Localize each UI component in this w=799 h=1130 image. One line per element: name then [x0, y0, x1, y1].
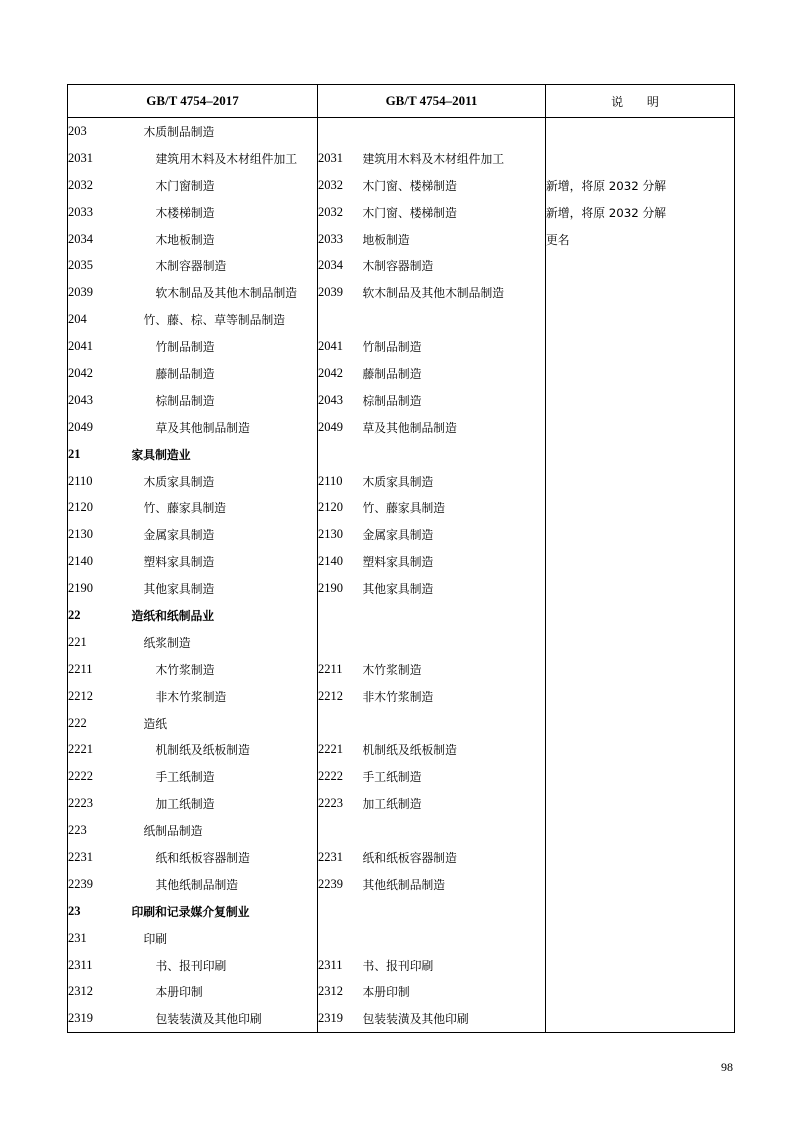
note [546, 979, 735, 1006]
table-row [68, 333, 735, 360]
code-2017: 2110 [68, 468, 125, 495]
name-2011: 建筑用木料及木材组件加工 [363, 145, 546, 172]
code-2017: 203 [68, 118, 125, 145]
name-2017: 棕制品制造 [125, 387, 318, 414]
code-2011: 2043 [318, 392, 343, 407]
name-2011: 本册印制 [363, 979, 546, 1006]
name-2011: 塑料家具制造 [363, 548, 546, 575]
code-2017: 2231 [68, 844, 125, 871]
name-2011: 地板制造 [363, 226, 546, 253]
code-2017: 22 [68, 602, 125, 629]
code-2011 [318, 710, 363, 737]
table-row [68, 548, 735, 575]
name-2017: 塑料家具制造 [125, 548, 318, 575]
name-2011 [363, 306, 546, 333]
name-2011: 加工纸制造 [363, 790, 546, 817]
table-row [68, 468, 735, 495]
code-2017: 2043 [68, 387, 125, 414]
code-2011 [318, 118, 363, 145]
name-2011 [363, 898, 546, 925]
note [546, 763, 735, 790]
name-2011: 草及其他制品制造 [363, 414, 546, 441]
name-2017: 纸制品制造 [125, 817, 318, 844]
note [546, 898, 735, 925]
note [546, 441, 735, 468]
table-row [68, 252, 735, 279]
table-row [68, 306, 735, 333]
name-2017: 造纸和纸制品业 [125, 602, 318, 629]
code-2017: 231 [68, 925, 125, 952]
code-2011 [318, 306, 363, 333]
name-2011 [363, 118, 546, 145]
name-2011 [363, 629, 546, 656]
name-2017: 加工纸制造 [125, 790, 318, 817]
name-2011 [363, 602, 546, 629]
note [546, 710, 735, 737]
header-gbt-2011: GB/T 4754–2011 [318, 85, 546, 118]
table-row [68, 226, 735, 253]
table-row [68, 145, 735, 172]
name-2011: 木门窗、楼梯制造 [363, 199, 546, 226]
code-2011 [318, 925, 363, 952]
code-2011: 2140 [318, 554, 343, 569]
code-2017: 2212 [68, 683, 125, 710]
name-2017: 其他纸制品制造 [125, 871, 318, 898]
name-2011: 非木竹浆制造 [363, 683, 546, 710]
code-2017: 204 [68, 306, 125, 333]
name-2017: 木质制品制造 [125, 118, 318, 145]
code-2011: 2212 [318, 688, 343, 703]
code-2011 [318, 898, 363, 925]
note: 更名 [546, 226, 735, 253]
table-row [68, 199, 735, 226]
note [546, 952, 735, 979]
code-2017: 2049 [68, 414, 125, 441]
code-2011: 2311 [318, 957, 343, 972]
table-row [68, 763, 735, 790]
name-2011: 手工纸制造 [363, 763, 546, 790]
code-2011: 2211 [318, 661, 343, 676]
name-2017: 木质家具制造 [125, 468, 318, 495]
code-2011: 2041 [318, 339, 343, 354]
note [546, 333, 735, 360]
name-2017: 其他家具制造 [125, 575, 318, 602]
code-2017: 221 [68, 629, 125, 656]
code-2017: 2120 [68, 494, 125, 521]
name-2017: 造纸 [125, 710, 318, 737]
table-row [68, 172, 735, 199]
name-2011 [363, 710, 546, 737]
note [546, 871, 735, 898]
note [546, 656, 735, 683]
name-2011: 藤制品制造 [363, 360, 546, 387]
note [546, 360, 735, 387]
code-2017: 2039 [68, 279, 125, 306]
note [546, 1005, 735, 1032]
name-2011: 书、报刊印刷 [363, 952, 546, 979]
table-row [68, 736, 735, 763]
table-row [68, 629, 735, 656]
name-2017: 包装装潢及其他印刷 [125, 1005, 318, 1032]
code-2017: 2190 [68, 575, 125, 602]
table-row [68, 979, 735, 1006]
page-number: 98 [721, 1060, 733, 1074]
code-2011: 2312 [318, 984, 343, 999]
name-2017: 软木制品及其他木制品制造 [125, 279, 318, 306]
name-2011: 软木制品及其他木制品制造 [363, 279, 546, 306]
name-2011: 纸和纸板容器制造 [363, 844, 546, 871]
name-2017: 木门窗制造 [125, 172, 318, 199]
table-row [68, 521, 735, 548]
note [546, 521, 735, 548]
table-row [68, 844, 735, 871]
header-note: 说 明 [546, 85, 735, 118]
table-row [68, 494, 735, 521]
name-2017: 印刷和记录媒介复制业 [125, 898, 318, 925]
table-row [68, 118, 735, 145]
table-row [68, 817, 735, 844]
table-row [68, 898, 735, 925]
code-2011: 2222 [318, 769, 343, 784]
code-2017: 21 [68, 441, 125, 468]
code-2017: 2130 [68, 521, 125, 548]
name-2011: 其他家具制造 [363, 575, 546, 602]
name-2011: 竹、藤家具制造 [363, 494, 546, 521]
code-2017: 2221 [68, 736, 125, 763]
note [546, 844, 735, 871]
note [546, 817, 735, 844]
table-row [68, 575, 735, 602]
code-2011: 2039 [318, 285, 343, 300]
code-2011: 2110 [318, 473, 343, 488]
name-2011: 机制纸及纸板制造 [363, 736, 546, 763]
code-2011: 2221 [318, 742, 343, 757]
name-2017: 建筑用木料及木材组件加工 [125, 145, 318, 172]
code-2011: 2034 [318, 258, 343, 273]
name-2017: 书、报刊印刷 [125, 952, 318, 979]
name-2017: 竹制品制造 [125, 333, 318, 360]
code-2011: 2223 [318, 796, 343, 811]
code-2017: 2319 [68, 1005, 125, 1032]
code-2017: 2312 [68, 979, 125, 1006]
code-2017: 2034 [68, 226, 125, 253]
note [546, 736, 735, 763]
name-2017: 金属家具制造 [125, 521, 318, 548]
table-row [68, 279, 735, 306]
code-2011 [318, 629, 363, 656]
code-2017: 2223 [68, 790, 125, 817]
code-2011: 2231 [318, 849, 343, 864]
code-2017: 2032 [68, 172, 125, 199]
code-2017: 2042 [68, 360, 125, 387]
code-2017: 2033 [68, 199, 125, 226]
note [546, 494, 735, 521]
name-2017: 本册印制 [125, 979, 318, 1006]
name-2017: 竹、藤、棕、草等制品制造 [125, 306, 318, 333]
name-2011: 棕制品制造 [363, 387, 546, 414]
classification-comparison-table [67, 84, 735, 1033]
table-row [68, 683, 735, 710]
note [546, 118, 735, 145]
name-2017: 木制容器制造 [125, 252, 318, 279]
table-body [68, 118, 735, 1033]
code-2017: 23 [68, 898, 125, 925]
code-2011: 2239 [318, 876, 343, 891]
name-2011: 金属家具制造 [363, 521, 546, 548]
code-2011: 2319 [318, 1005, 363, 1032]
name-2011: 木门窗、楼梯制造 [363, 172, 546, 199]
table-row [68, 790, 735, 817]
code-2017: 2222 [68, 763, 125, 790]
code-2017: 2311 [68, 952, 125, 979]
name-2017: 家具制造业 [125, 441, 318, 468]
code-2011: 2032 [318, 204, 343, 219]
table-row [68, 387, 735, 414]
name-2017: 藤制品制造 [125, 360, 318, 387]
code-2011: 2032 [318, 177, 343, 192]
name-2017: 手工纸制造 [125, 763, 318, 790]
table-row [68, 414, 735, 441]
code-2017: 223 [68, 817, 125, 844]
table-row [68, 925, 735, 952]
name-2011: 木制容器制造 [363, 252, 546, 279]
code-2017: 2041 [68, 333, 125, 360]
table-row [68, 871, 735, 898]
note [546, 252, 735, 279]
name-2017: 木竹浆制造 [125, 656, 318, 683]
note [546, 306, 735, 333]
name-2011: 木质家具制造 [363, 468, 546, 495]
note [546, 279, 735, 306]
table-row [68, 441, 735, 468]
note [546, 925, 735, 952]
code-2011: 2033 [318, 231, 343, 246]
code-2017: 2239 [68, 871, 125, 898]
name-2017: 竹、藤家具制造 [125, 494, 318, 521]
note [546, 602, 735, 629]
code-2011: 2031 [318, 150, 343, 165]
name-2017: 草及其他制品制造 [125, 414, 318, 441]
table-row [68, 1005, 735, 1032]
table-row [68, 360, 735, 387]
code-2011: 2049 [318, 419, 343, 434]
note [546, 790, 735, 817]
note [546, 414, 735, 441]
note [546, 468, 735, 495]
code-2011 [318, 817, 363, 844]
name-2017: 木楼梯制造 [125, 199, 318, 226]
note [546, 145, 735, 172]
code-2011: 2042 [318, 365, 343, 380]
code-2017: 222 [68, 710, 125, 737]
code-2011 [318, 441, 363, 468]
name-2017: 非木竹浆制造 [125, 683, 318, 710]
name-2017: 机制纸及纸板制造 [125, 736, 318, 763]
name-2011: 包装装潢及其他印刷 [363, 1005, 546, 1032]
name-2011 [363, 817, 546, 844]
header-gbt-2017: GB/T 4754–2017 [68, 85, 318, 118]
name-2011: 其他纸制品制造 [363, 871, 546, 898]
name-2011: 竹制品制造 [363, 333, 546, 360]
name-2017: 木地板制造 [125, 226, 318, 253]
name-2011: 木竹浆制造 [363, 656, 546, 683]
name-2017: 印刷 [125, 925, 318, 952]
name-2011 [363, 441, 546, 468]
name-2017: 纸和纸板容器制造 [125, 844, 318, 871]
note [546, 683, 735, 710]
note [546, 548, 735, 575]
code-2017: 2211 [68, 656, 125, 683]
note: 新增，将原 2032 分解 [546, 199, 735, 226]
code-2011: 2130 [318, 527, 343, 542]
note [546, 387, 735, 414]
name-2011 [363, 925, 546, 952]
code-2017: 2035 [68, 252, 125, 279]
table-row [68, 952, 735, 979]
note: 新增，将原 2032 分解 [546, 172, 735, 199]
note [546, 629, 735, 656]
table-row [68, 602, 735, 629]
table-header-row [68, 85, 735, 118]
code-2011 [318, 602, 363, 629]
code-2011: 2190 [318, 581, 343, 596]
table-row [68, 710, 735, 737]
code-2017: 2140 [68, 548, 125, 575]
name-2017: 纸浆制造 [125, 629, 318, 656]
table-row [68, 656, 735, 683]
code-2017: 2031 [68, 145, 125, 172]
code-2011: 2120 [318, 500, 343, 515]
note [546, 575, 735, 602]
